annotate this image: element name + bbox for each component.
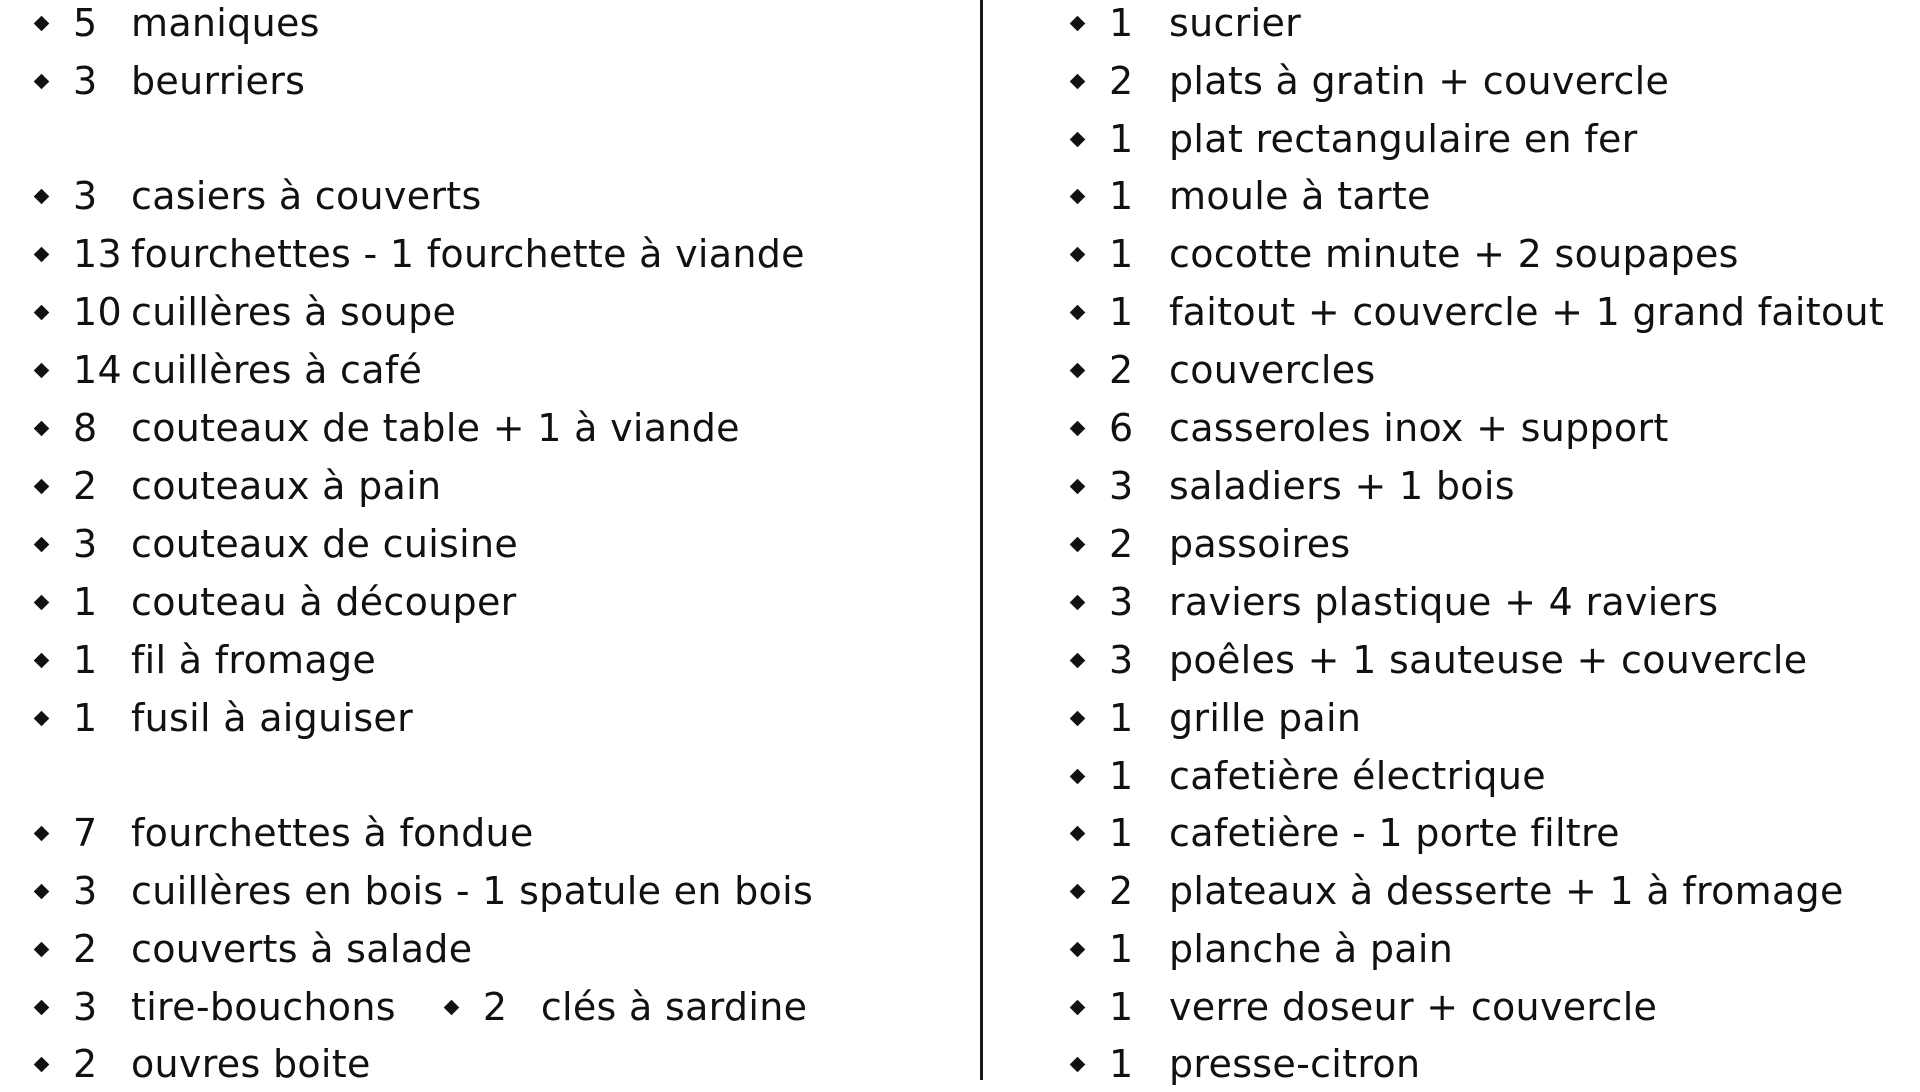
item-label: sucrier: [1169, 1, 1302, 45]
item-label: fil à fromage: [131, 638, 377, 682]
bullet-icon: [34, 883, 50, 899]
item-label: plats à gratin + couvercle: [1169, 59, 1670, 103]
item-label: fusil à aiguiser: [131, 696, 414, 740]
bullet-icon: [34, 304, 50, 320]
list-item: [36, 574, 517, 630]
item-quantity: 5: [73, 1, 98, 45]
bullet-icon: [1070, 304, 1086, 320]
item-label: saladiers + 1 bois: [1169, 464, 1515, 508]
item-quantity: 2: [73, 927, 98, 971]
bullet-icon: [34, 536, 50, 552]
item-label: couteaux de cuisine: [131, 522, 519, 566]
bullet-icon: [1070, 768, 1086, 784]
list-item: [36, 921, 472, 977]
list-item: [36, 516, 518, 572]
bullet-icon: [1070, 188, 1086, 204]
list-item: [36, 284, 456, 340]
bullet-icon: [34, 15, 50, 31]
item-quantity: 1: [1109, 754, 1134, 798]
item-label: ouvres boite: [131, 1042, 371, 1086]
list-item: [36, 632, 376, 688]
item-label: cuillères en bois - 1 spatule en bois: [131, 869, 814, 913]
bullet-icon: [1070, 246, 1086, 262]
item-quantity: 3: [73, 59, 98, 103]
bullet-icon: [34, 188, 50, 204]
bullet-icon: [1070, 362, 1086, 378]
item-label: couvercles: [1169, 348, 1376, 392]
bullet-icon: [34, 999, 50, 1015]
item-quantity: 1: [1109, 696, 1134, 740]
item-label: planche à pain: [1169, 927, 1454, 971]
item-label: beurriers: [131, 59, 306, 103]
item-quantity: 1: [73, 696, 98, 740]
item-label: couteaux de table + 1 à viande: [131, 406, 740, 450]
bullet-icon: [444, 999, 460, 1015]
list-item: [36, 458, 441, 514]
item-quantity: 2: [73, 1042, 98, 1086]
item-label: maniques: [131, 1, 320, 45]
list-item: [1072, 1036, 1420, 1092]
list-item: [36, 690, 413, 746]
item-label: faitout + couvercle + 1 grand faitout: [1169, 290, 1885, 334]
item-quantity: 1: [1109, 117, 1134, 161]
bullet-icon: [1070, 652, 1086, 668]
list-item: [1072, 979, 1657, 1035]
item-label: cocotte minute + 2 soupapes: [1169, 232, 1739, 276]
bullet-icon: [1070, 594, 1086, 610]
bullet-icon: [34, 594, 50, 610]
list-item: [1072, 690, 1361, 746]
item-label: fourchettes à fondue: [131, 811, 534, 855]
bullet-icon: [1070, 420, 1086, 436]
item-label: casseroles inox + support: [1169, 406, 1669, 450]
bullet-icon: [1070, 1056, 1086, 1072]
item-quantity: 1: [1109, 811, 1134, 855]
list-item: [1072, 632, 1807, 688]
bullet-icon: [34, 73, 50, 89]
bullet-icon: [1070, 478, 1086, 494]
list-item: [1072, 400, 1669, 456]
list-item: [36, 168, 482, 224]
item-label: couteaux à pain: [131, 464, 442, 508]
column-divider: [980, 0, 983, 1080]
bullet-icon: [1070, 73, 1086, 89]
item-quantity: 2: [1109, 348, 1134, 392]
item-quantity: 1: [1109, 1, 1134, 45]
item-quantity: 3: [73, 522, 98, 566]
bullet-icon: [34, 710, 50, 726]
item-label: grille pain: [1169, 696, 1362, 740]
list-item: [36, 805, 534, 861]
item-quantity: 3: [1109, 464, 1134, 508]
item-label: cuillères à café: [131, 348, 423, 392]
item-label: passoires: [1169, 522, 1351, 566]
item-quantity: 10: [73, 290, 122, 334]
list-item: [36, 979, 807, 1035]
item-label: casiers à couverts: [131, 174, 482, 218]
list-item: [1072, 284, 1884, 340]
bullet-icon: [1070, 536, 1086, 552]
item-quantity: 1: [1109, 290, 1134, 334]
item-quantity: 1: [73, 580, 98, 624]
list-item: [1072, 53, 1669, 109]
bullet-icon: [34, 941, 50, 957]
item-label: plateaux à desserte + 1 à fromage: [1169, 869, 1844, 913]
item-quantity: 1: [73, 638, 98, 682]
bullet-icon: [34, 246, 50, 262]
item-quantity: 1: [1109, 174, 1134, 218]
item-quantity: 1: [1109, 985, 1134, 1029]
item-label: couverts à salade: [131, 927, 473, 971]
bullet-icon: [1070, 941, 1086, 957]
item-label: poêles + 1 sauteuse + couvercle: [1169, 638, 1808, 682]
list-item: [36, 863, 813, 919]
list-item: [1072, 168, 1431, 224]
item-quantity: 1: [1109, 927, 1134, 971]
bullet-icon: [1070, 999, 1086, 1015]
item-quantity: 1: [1109, 1042, 1134, 1086]
item-quantity: 14: [73, 348, 122, 392]
item-quantity: 2: [482, 985, 508, 1029]
item-quantity: 3: [73, 869, 98, 913]
bullet-icon: [34, 478, 50, 494]
list-item: [36, 53, 305, 109]
item-quantity: 6: [1109, 406, 1134, 450]
bullet-icon: [1070, 883, 1086, 899]
item-quantity: 8: [73, 406, 98, 450]
item-label: couteau à découper: [131, 580, 517, 624]
item-quantity: 7: [73, 811, 98, 855]
list-item: [1072, 226, 1739, 282]
bullet-icon: [34, 825, 50, 841]
list-item: [1072, 516, 1350, 572]
list-item: [36, 342, 422, 398]
item-quantity: 2: [1109, 59, 1134, 103]
item-quantity: 3: [1109, 638, 1134, 682]
bullet-icon: [1070, 15, 1086, 31]
list-item: [1072, 748, 1546, 804]
item-quantity: 3: [73, 174, 98, 218]
list-item: [1072, 111, 1638, 167]
bullet-icon: [34, 652, 50, 668]
item-label: cafetière électrique: [1169, 754, 1546, 798]
item-quantity: 3: [1109, 580, 1134, 624]
bullet-icon: [1070, 825, 1086, 841]
item-label: presse-citron: [1169, 1042, 1421, 1086]
item-quantity: 1: [1109, 232, 1134, 276]
list-item: [36, 226, 805, 282]
item-quantity: 2: [73, 464, 98, 508]
item-label: clés à sardine: [540, 985, 808, 1029]
item-label: plat rectangulaire en fer: [1169, 117, 1638, 161]
item-quantity: 2: [1109, 869, 1134, 913]
item-label: cuillères à soupe: [131, 290, 457, 334]
item-label: moule à tarte: [1169, 174, 1431, 218]
list-item: [1072, 863, 1844, 919]
item-quantity: 2: [1109, 522, 1134, 566]
list-item: [1072, 805, 1620, 861]
item-label: cafetière - 1 porte filtre: [1169, 811, 1620, 855]
list-item: [36, 0, 320, 51]
list-item: [1072, 0, 1301, 51]
bullet-icon: [34, 1056, 50, 1072]
list-item: [36, 1036, 371, 1092]
bullet-icon: [34, 362, 50, 378]
list-item: [1072, 921, 1453, 977]
item-quantity: 3: [73, 985, 98, 1029]
list-item: [36, 400, 740, 456]
item-quantity: 13: [73, 232, 122, 276]
item-label: fourchettes - 1 fourchette à viande: [131, 232, 805, 276]
list-item: [1072, 574, 1718, 630]
bullet-icon: [34, 420, 50, 436]
list-item: [1072, 458, 1515, 514]
inline-list-item: [446, 985, 807, 1029]
item-label: verre doseur + couvercle: [1169, 985, 1658, 1029]
bullet-icon: [1070, 131, 1086, 147]
item-label: tire-bouchons: [131, 985, 396, 1029]
bullet-icon: [1070, 710, 1086, 726]
list-item: [1072, 342, 1376, 398]
item-label: raviers plastique + 4 raviers: [1169, 580, 1719, 624]
